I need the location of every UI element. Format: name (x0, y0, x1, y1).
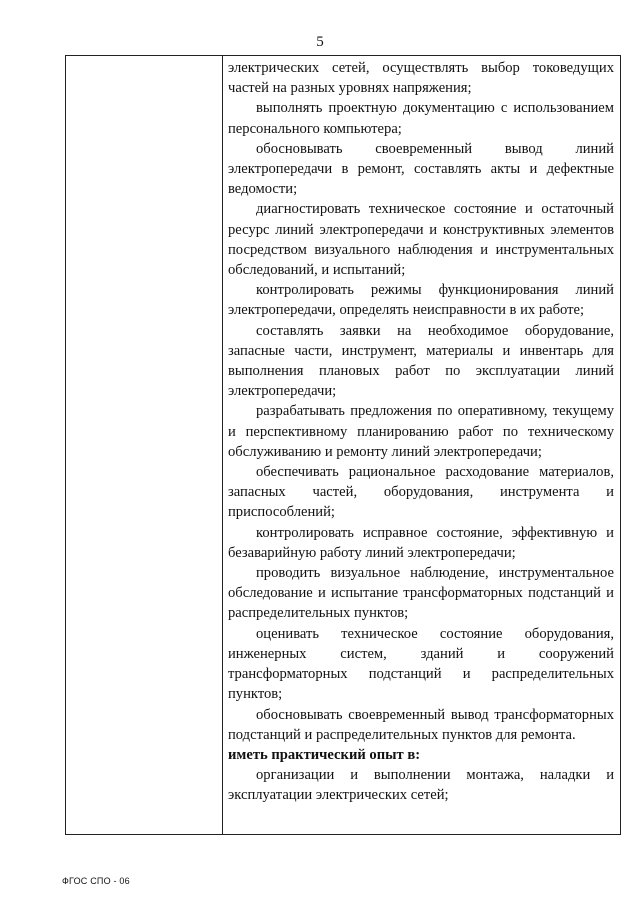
paragraph: диагностировать техническое состояние и остаточный ресурс линий электропередачи и конструктивных элементов посредством визуального наблюдения и инструментальных обследований, и испытаний; (228, 201, 614, 279)
footer-code: ФГОС СПО - 06 (62, 876, 130, 886)
paragraph: организации и выполнении монтажа, наладки и эксплуатации электрических сетей; (228, 767, 614, 804)
paragraph: выполнять проектную документацию с использованием персонального компьютера; (228, 100, 614, 137)
paragraph: обосновывать своевременный вывод трансформаторных подстанций и распределительных пунктов для ремонта. (228, 706, 614, 743)
section-heading: иметь практический опыт в: (228, 746, 421, 763)
paragraph: обеспечивать рациональное расходование материалов, запасных частей, оборудования, инструмента и приспособлений; (228, 464, 614, 521)
page-number: 5 (316, 34, 324, 50)
document-table (65, 55, 621, 835)
paragraph: проводить визуальное наблюдение, инструментальное обследование и испытание трансформаторных подстанций и распределительных пунктов; (228, 565, 614, 622)
paragraph: обосновывать своевременный вывод линий электропередачи в ремонт, составлять акты и дефектные ведомости; (228, 140, 614, 198)
paragraph: контролировать режимы функционирования линий электропередачи, определять неисправности в их работе; (228, 282, 614, 319)
paragraph: разрабатывать предложения по оперативному, текущему и перспективному планированию работ по техническому обслуживанию и ремонту линий электропередачи; (228, 403, 614, 460)
paragraph: составлять заявки на необходимое оборудование, запасные части, инструмент, материалы и инвентарь для выполнения плановых работ по эксплуатации линий электропередачи; (228, 322, 614, 400)
table-left-cell (66, 56, 223, 834)
paragraph: электрических сетей, осуществлять выбор токоведущих частей на разных уровнях напряжения; (228, 60, 614, 97)
paragraph: оценивать техническое состояние оборудования, инженерных систем, зданий и сооружений трансформаторных подстанций и распределительных пунктов; (228, 625, 614, 703)
table-right-cell (228, 58, 614, 806)
paragraph: контролировать исправное состояние, эффективную и безаварийную работу линий электропередачи; (228, 524, 614, 561)
